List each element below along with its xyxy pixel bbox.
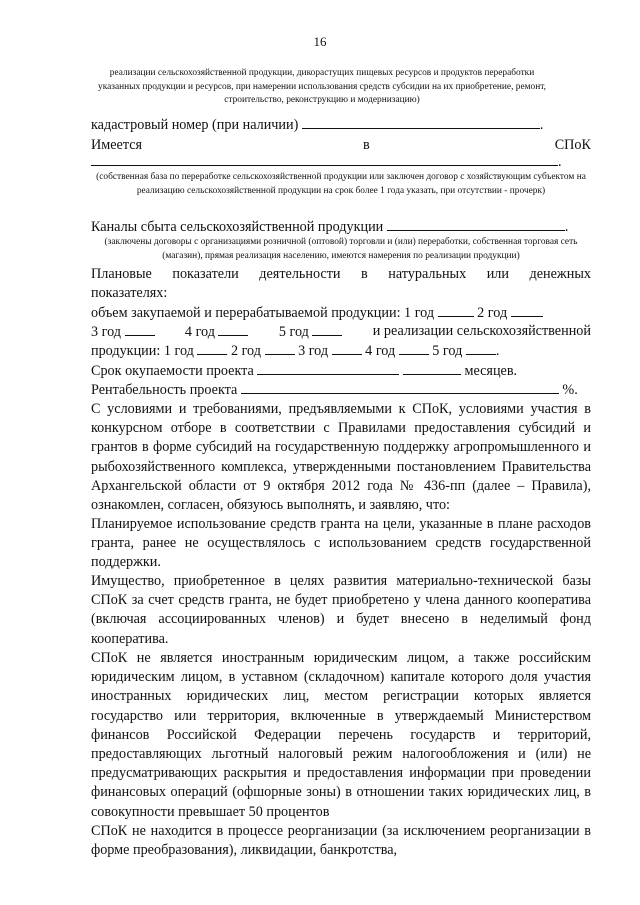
percent-label: %. [562,382,578,398]
has-left: Имеется [91,137,143,153]
plan-word: или [486,266,509,282]
plan-word: показатели [172,266,239,282]
plan-word: деятельности [259,266,341,282]
profit-line [91,381,591,399]
blank [265,342,295,355]
has-mid: в [363,137,370,153]
year-5: 5 год [278,324,309,340]
profit-label: Рентабельность проекта [91,382,238,398]
and-sales: и реализации сельскохозяйственной [372,323,591,339]
cadastral-line: кадастровый номер (при наличии) . [91,117,544,133]
volume-label: объем закупаемой и перерабатываемой продукции: 1 год [91,305,435,321]
channels-line: Каналы сбыта сельскохозяйственной продукции . [91,219,569,235]
year-3: 3 год [91,324,122,340]
payback-line [91,362,591,380]
blank [312,323,342,336]
plan-word: Плановые [91,266,152,282]
base-blank-line: . [91,153,591,171]
payback-label: Срок окупаемости проекта [91,363,254,379]
blank [241,381,559,394]
plan-word: натуральных [388,266,467,282]
blank [125,323,155,336]
plan-word: в [361,266,368,282]
year-3: 3 год [298,343,329,359]
blank [332,342,362,355]
cadastral-label: кадастровый номер (при наличии) [91,117,299,133]
channels-label: Каналы сбыта сельскохозяйственной продукции [91,219,384,235]
blank [466,342,496,355]
year-5: 5 год [432,343,463,359]
products-label: продукции: 1 год [91,343,194,359]
products-line: продукции: 1 год 2 год 3 год 4 год 5 год . [91,343,500,359]
years-line [91,323,591,341]
blank [257,362,399,375]
base-note: (собственная база по переработке сельскохозяйственной продукции или заключен договор с хозяйствующим субъектом на реализацию сельскохозяйственной продукции на срок более 1 года указать, при отсутствии - прочерк) [96,172,586,196]
blank [387,218,565,231]
blank [511,304,543,317]
blank [360,116,540,129]
page-number: 16 [313,34,327,49]
paragraph-reorganization: СПоК не находится в процессе реорганизации (за исключением реорганизации в форме преобразования), ликвидации, банкротства, [91,823,591,859]
blank [91,153,558,166]
has-row [91,137,591,154]
year-4: 4 год [184,324,215,340]
year-2: 2 год [477,305,508,321]
plan-line-2: показателях: [91,285,168,301]
blank [218,323,248,336]
blank [403,362,461,375]
blank [399,342,429,355]
months-label: месяцев. [464,363,518,379]
paragraph-planned-use: Планируемое использование средств гранта на цели, указанные в плане расходов гранта, ранее не осуществлялось с использованием средств государственной поддержки. [91,516,591,571]
paragraph-property: Имущество, приобретенное в целях развития материально-технической базы СПоК за счет средств гранта, не будет приобретено у члена данного кооператива (включая ассоциированных членов) и будет внесено в неделимый фонд кооператива. [91,573,591,647]
channels-note: (заключены договоры с организациями розничной (оптовой) торговли и (или) переработки, собственная торговая сеть (магазин), прямая реализация населению, имеются намерения по реализации продукции) [104,237,578,261]
blank [197,342,227,355]
blank [302,116,360,129]
year-2: 2 год [230,343,261,359]
has-right: СПоК [554,137,591,153]
volume-line [91,304,591,322]
plan-word: денежных [529,266,591,282]
year-4: 4 год [365,343,396,359]
plan-line [91,266,591,283]
header-note: реализации сельскохозяйственной продукции, дикорастущих пищевых ресурсов и продуктов переработки указанных продукции и ресурсов, при намерении использования средств субсидии на их приобретение, ремонт, строительство, реконструкцию и модернизацию) [98,68,546,105]
paragraph-conditions: С условиями и требованиями, предъявляемыми к СПоК, условиями участия в конкурсном отборе в соответствии с Правилами предоставления субсидий и грантов в форме субсидий на государственную поддержку агропромышленного и рыбохозяйственного комплекса, утвержденными постановлением Правительства Архангельской области от 9 октября 2012 года № 436-пп (далее – Правила), ознакомлен, согласен, обязуюсь выполнять, и заявляю, что: [91,401,591,514]
blank [438,304,474,317]
paragraph-not-foreign: СПоК не является иностранным юридическим лицом, а также российским юридическим лицом, в уставном (складочном) капитале которого доля участия иностранных юридических лиц, местом регистрации которых является государство или территория, включенные в утверждаемый Министерством финансов Российской Федерации перечень государств и территорий, предоставляющих льготный налоговый режим налогообложения и (или) не предусматривающих раскрытия и предоставления информации при проведении финансовых операций (офшорные зоны) в отношении таких юридических лиц, в совокупности превышает 50 процентов [91,650,591,820]
